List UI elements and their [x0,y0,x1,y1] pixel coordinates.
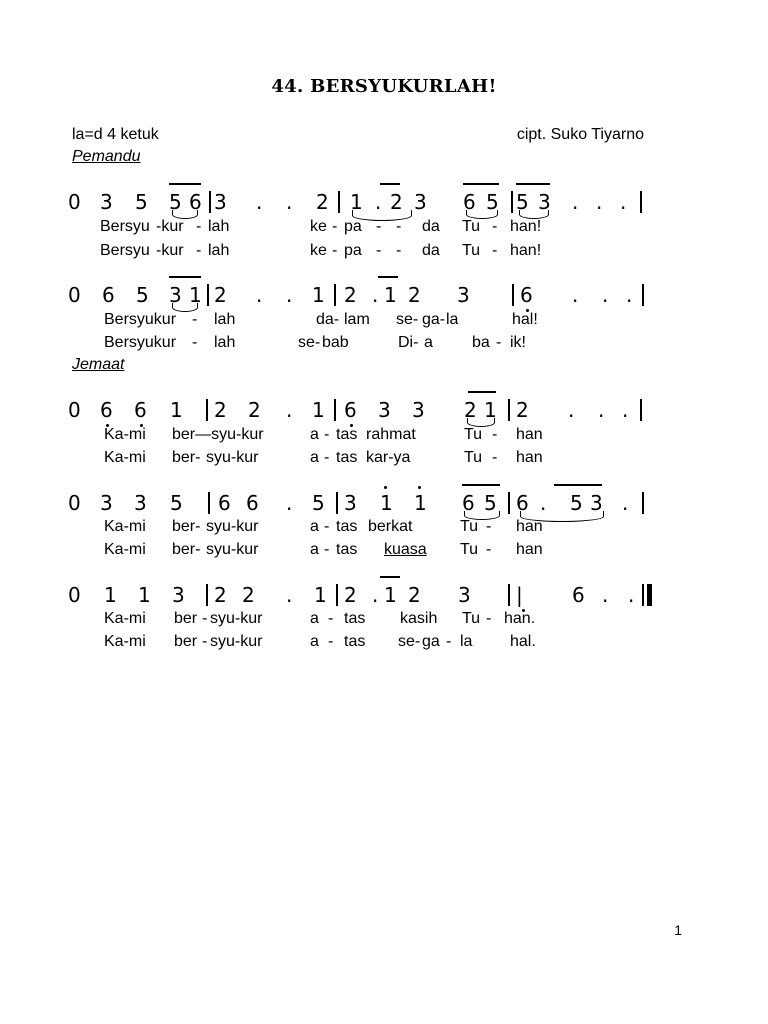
lyric-syllable: bab [322,334,349,351]
lyric-syllable: Di- [398,334,419,351]
note: 2 [214,583,227,607]
lyric-syllable: se- [298,334,321,351]
lyric-syllable: pa [344,218,362,235]
note: 3 [172,583,185,607]
lyric-syllable: Bersyu [100,218,150,235]
lyric-syllable: lah [214,334,236,351]
key-info: la=d 4 ketuk [72,126,159,143]
beam-line [463,183,499,185]
beam-line [462,484,500,486]
note: 1 [314,583,327,607]
note: 1 [384,583,397,607]
beam-line [378,276,398,278]
note: 6 [463,190,476,214]
lyric-syllable: Tu [462,218,481,235]
lyric-syllable: han! [510,218,542,235]
note: . [256,283,263,307]
lyric-syllable: - [376,242,382,259]
note: 3 [344,491,357,515]
lyric-syllable: ber [174,633,198,650]
lyric-syllable: da [422,218,440,235]
note: 0 [68,398,81,422]
lyric-syllable: Bersyukur [104,311,177,328]
note: 6 [246,491,259,515]
lyric-syllable: - [328,610,334,627]
lyric-syllable: Ka-mi [104,633,146,650]
note: 1 [414,491,427,515]
beam-line [516,183,550,185]
lyric-syllable: Tu [464,426,483,443]
lyric-syllable: - [376,218,382,235]
note: 1 [312,283,325,307]
note: . [598,398,605,422]
lyric-syllable: - [492,449,498,466]
lyric-syllable: han [516,541,543,558]
barline [334,399,336,421]
lyric-syllable: - [324,426,330,443]
lyric-syllable: da- [316,311,340,328]
note: 2 [408,583,421,607]
note: 2 [214,283,227,307]
beam-line [468,391,496,393]
lyric-syllable: Tu [460,518,479,535]
lyric-syllable: ber [174,610,198,627]
lyric-syllable: - [202,633,208,650]
note: 3 [169,283,182,307]
note: 2 [408,283,421,307]
note: . [256,190,263,214]
lyric-syllable: a [310,610,319,627]
lyric-syllable: hal. [510,633,536,650]
note: 3 [378,398,391,422]
note: . [568,398,575,422]
barline [508,399,510,421]
note: 1 [380,491,393,515]
note: 0 [68,583,81,607]
lyric-syllable: Ka-mi [104,426,146,443]
lyric-syllable: a [310,426,319,443]
barline [209,191,211,213]
note: 6 [100,398,113,422]
lyric-syllable: Tu [460,541,479,558]
note: . [602,583,609,607]
lyric-syllable: ber- [172,449,201,466]
lyric-syllable: - [332,218,338,235]
lyric-syllable: - [486,610,492,627]
note: . [286,491,293,515]
lyric-syllable: ke [310,242,327,259]
section-label-jemaat: Jemaat [72,356,125,373]
barline [640,191,642,213]
note: 3 [457,283,470,307]
beam-line [554,484,602,486]
barline [336,584,338,606]
lyric-syllable: Ka-mi [104,518,146,535]
lyric-syllable: Bersyukur [104,334,177,351]
lyric-syllable: Tu [464,449,483,466]
lyric-syllable: - [486,518,492,535]
upper-octave-dot [418,486,421,489]
lyric-syllable: a [310,518,319,535]
barline [642,284,644,306]
note: 3 [458,583,471,607]
lyric-syllable: han [516,426,543,443]
lyric-syllable: syu-kur [206,541,259,558]
composer: cipt. Suko Tiyarno [516,126,644,143]
lyric-syllable: a [310,449,319,466]
note: . [622,491,629,515]
lyric-syllable: syu-kur [206,449,259,466]
note: 3 [100,190,113,214]
note: 0 [68,491,81,515]
note: 1 [350,190,363,214]
note: . [572,190,579,214]
note: 1 [384,283,397,307]
note: 6 [134,398,147,422]
beam-line [169,183,201,185]
lyric-syllable: berkat [368,518,413,535]
note: 2 [242,583,255,607]
lyric-syllable: -kur [156,242,184,259]
lyric-syllable: kuasa [384,541,427,558]
barline [640,399,642,421]
lyric-syllable: - [496,334,502,351]
beam-line [380,576,400,578]
lyric-syllable: - [446,633,452,650]
lyric-syllable: - [492,218,498,235]
note: . [286,190,293,214]
lyric-syllable: tas [336,541,358,558]
lyric-syllable: han [516,449,543,466]
note: . [572,283,579,307]
lyric-syllable: ba [472,334,490,351]
note: 5 [570,491,583,515]
lyric-syllable: kasih [400,610,438,627]
note: 5 [135,190,148,214]
barline [511,191,513,213]
note: 3 [214,190,227,214]
note: . [286,283,293,307]
note: 6 [344,398,357,422]
lyric-syllable: - [492,242,498,259]
note: 0 [68,190,81,214]
note: . [596,190,603,214]
note: 3 [134,491,147,515]
lyric-syllable: Ka-mi [104,449,146,466]
lyric-syllable: lah [208,242,230,259]
note: 6 [516,491,529,515]
lyric-syllable: se- [396,311,419,328]
beam-line [169,276,201,278]
lyric-syllable: lah [208,218,230,235]
note: . [375,190,382,214]
note: 1 [138,583,151,607]
note: 6 [189,190,202,214]
note: 2 [214,398,227,422]
note: 6 [520,283,533,307]
lyric-syllable: - [396,218,402,235]
final-barline-thick [647,584,652,606]
note: | [516,583,523,607]
note: 5 [170,491,183,515]
lyric-syllable: - [202,610,208,627]
section-label-pemandu: Pemandu [72,148,141,165]
note: 2 [516,398,529,422]
note: . [286,583,293,607]
barline [642,492,644,514]
upper-octave-dot [384,486,387,489]
lyric-syllable: syu-kur [210,633,263,650]
lyric-syllable: ber- [172,541,201,558]
note: 2 [464,398,477,422]
barline [334,284,336,306]
lyric-syllable: han. [504,610,536,627]
note: 6 [572,583,585,607]
lyric-syllable: hal! [512,311,538,328]
lyric-syllable: tas [336,449,358,466]
lyric-syllable: Tu [462,242,481,259]
note: 3 [590,491,603,515]
lyric-syllable: ber—syu-kur [172,426,264,443]
note: . [628,583,635,607]
lyric-syllable: - [196,218,202,235]
lyric-syllable: - [324,541,330,558]
lyric-syllable: - [324,518,330,535]
lyric-syllable: ik! [510,334,526,351]
lyric-syllable: tas [344,610,366,627]
lyric-syllable: Ka-mi [104,541,146,558]
lyric-syllable: ga- [422,311,446,328]
note: . [602,283,609,307]
note: 2 [316,190,329,214]
note: 5 [516,190,529,214]
note: . [540,491,547,515]
note: . [620,190,627,214]
note: 2 [344,583,357,607]
lyric-syllable: da [422,242,440,259]
lyric-syllable: la [460,633,473,650]
lyric-syllable: kar-ya [366,449,411,466]
lyric-syllable: a [424,334,433,351]
barline [512,284,514,306]
note: 1 [104,583,117,607]
note: 6 [218,491,231,515]
note: 3 [414,190,427,214]
lyric-syllable: rahmat [366,426,416,443]
lyric-syllable: Bersyu [100,242,150,259]
note: 5 [136,283,149,307]
lyric-syllable: - [396,242,402,259]
lyric-syllable: -kur [156,218,184,235]
lyric-syllable: syu-kur [206,518,259,535]
lyric-syllable: han! [510,242,542,259]
lyric-syllable: han [516,518,543,535]
lyric-syllable: - [192,311,198,328]
note: 2 [344,283,357,307]
lyric-syllable: - [486,541,492,558]
note: 1 [312,398,325,422]
song-title: 44. BERSYUKURLAH! [271,76,497,97]
lyric-syllable: ga [422,633,440,650]
lyric-syllable: - [192,334,198,351]
barline [336,492,338,514]
barline [208,492,210,514]
lyric-syllable: - [324,449,330,466]
lyric-syllable: - [328,633,334,650]
lyric-syllable: tas [336,426,358,443]
note: 2 [248,398,261,422]
lyric-syllable: ke [310,218,327,235]
lyric-syllable: tas [336,518,358,535]
lyric-syllable: se- [398,633,421,650]
lyric-syllable: a [310,633,319,650]
note: 1 [189,283,202,307]
note: 1 [170,398,183,422]
lyric-syllable: ber- [172,518,201,535]
note: . [372,283,379,307]
note: 5 [312,491,325,515]
note: 6 [102,283,115,307]
note: . [626,283,633,307]
note: 2 [390,190,403,214]
note: 3 [100,491,113,515]
lyric-syllable: lam [344,311,370,328]
note: 3 [412,398,425,422]
note: . [286,398,293,422]
lyric-syllable: syu-kur [210,610,263,627]
note: 6 [462,491,475,515]
barline [508,584,510,606]
barline [338,191,340,213]
note: 5 [484,491,497,515]
lyric-syllable: lah [214,311,236,328]
note: 5 [486,190,499,214]
note: . [622,398,629,422]
barline [206,584,208,606]
lyric-syllable: pa [344,242,362,259]
lyric-syllable: - [332,242,338,259]
beam-line [380,183,400,185]
page-number: 1 [674,922,682,938]
lyric-syllable: la [446,311,459,328]
note: 1 [484,398,497,422]
lyric-syllable: - [196,242,202,259]
note: . [372,583,379,607]
lyric-syllable: Tu [462,610,481,627]
note: 5 [169,190,182,214]
final-barline-thin [642,584,644,606]
lyric-syllable: a [310,541,319,558]
lyric-syllable: tas [344,633,366,650]
barline [207,284,209,306]
note: 3 [538,190,551,214]
lyric-syllable: - [492,426,498,443]
barline [508,492,510,514]
barline [206,399,208,421]
lyric-syllable: Ka-mi [104,610,146,627]
note: 0 [68,283,81,307]
